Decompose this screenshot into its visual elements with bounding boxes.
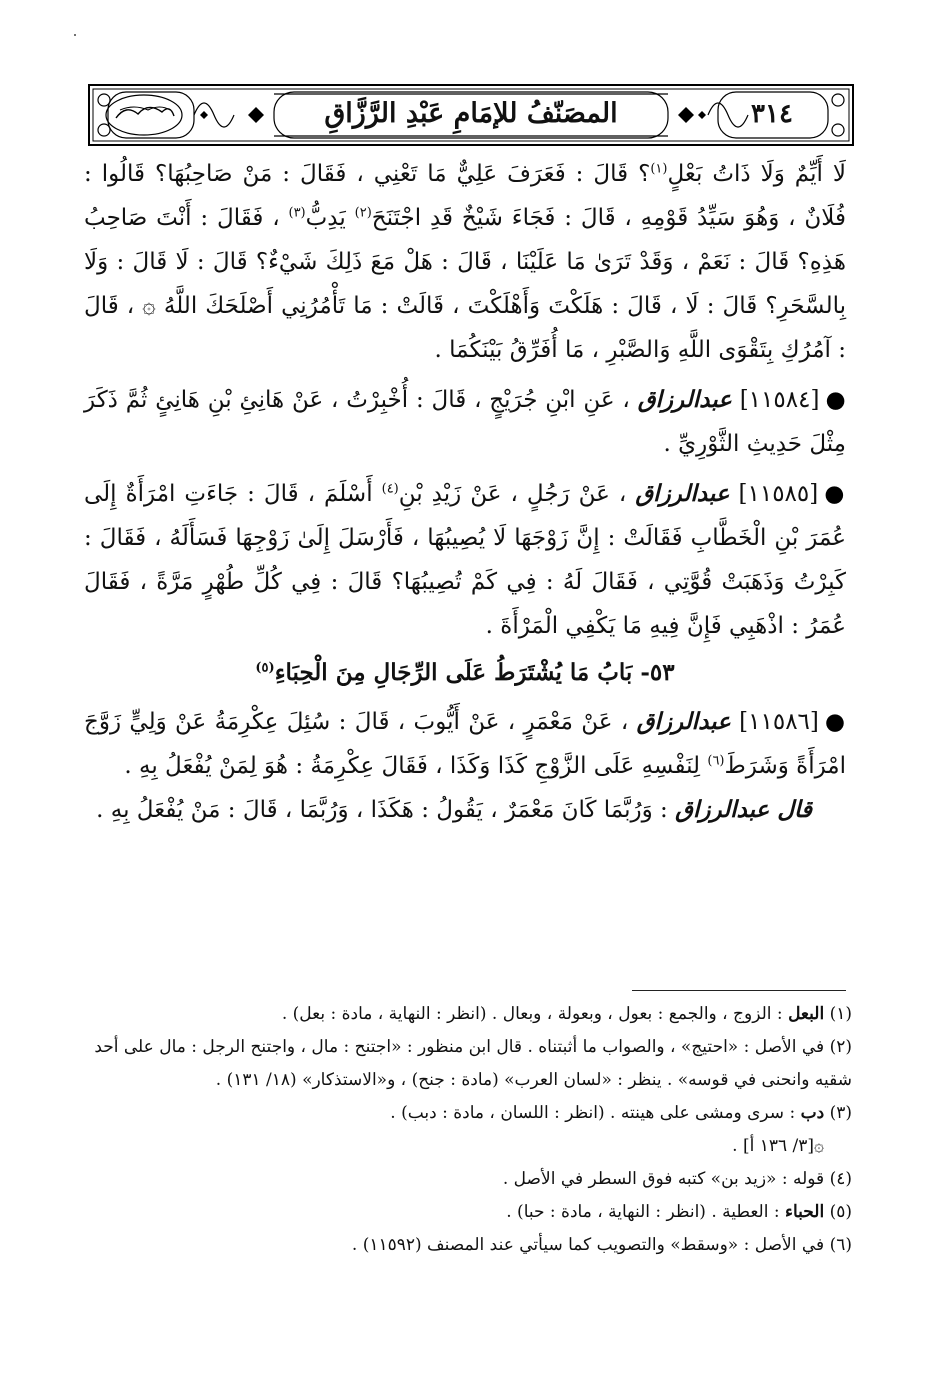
hadith-11584 (84, 378, 846, 466)
footnote-number: (٥) (829, 1202, 852, 1222)
text-run: يَدِبُّ (305, 205, 346, 231)
page-number: ٣١٤ (751, 99, 793, 129)
footnote-ref-4[interactable]: (٤) (381, 481, 399, 497)
footnote-divider (632, 990, 846, 991)
footnote-text: ۞[٣/ ١٣٦ أ] . (732, 1136, 824, 1156)
seal-logo-icon (102, 90, 186, 140)
footnote-text: : الزوج ، والجمع : بعول ، وبعولة ، وبعال . (انظر : النهاية ، مادة : بعل) . (281, 1004, 783, 1024)
footnote-text: قوله : «زيد بن» كتبه فوق السطر في الأصل . (502, 1169, 825, 1189)
footnote-ref-5[interactable]: (٥) (255, 660, 275, 676)
hadith-number: [١١٥٨٤] (739, 387, 820, 413)
footnotes (84, 998, 852, 1262)
editor-comment (84, 788, 846, 832)
footnote-ref-3[interactable]: (٣) (288, 205, 306, 221)
footnote-number: (٣) (829, 1103, 852, 1123)
footnote-text: في الأصل : «وسقط» والتصويب كما سيأتي عند المصنف (١١٥٩٢) . (351, 1235, 825, 1255)
scan-speck (74, 34, 76, 36)
text-run: ؟ قَالَ : فَعَرَفَ عَلِيٌّ مَا تَعْنِي ، فَقَالَ : مَنْ صَاحِبُهَا؟ قَالُوا : فُلَانٌ ، وَهُوَ سَيِّدُ قَوْمِهِ ، قَالَ : فَجَاءَ شَيْخٌ قَدِ اجْتَنَحَ (84, 161, 847, 231)
footnote-text: : سرى ومشى على هينته . (انظر : اللسان ، مادة : دبب) . (390, 1103, 796, 1123)
narrator-name: عبدالرزاق (635, 480, 730, 507)
hadith-text: لِنَفْسِهِ عَلَى الزَّوْجِ كَذَا وَكَذَا ، فَقَالَ عِكْرِمَةُ : هُوَ لِمَنْ يُفْعَلُ بِهِ . (124, 753, 701, 779)
footnote-text: في الأصل : «احتيج» ، والصواب ما أثبتناه . قال ابن منظور : «اجتنح : مال ، واجتنح الرجل : مال على أحد شقيه وانحنى في قوسه» . ينظر : «لسان العرب» (مادة : جنح) ، و«الاستذكار» (١٨/ ١٣١) . (94, 1037, 852, 1090)
bullet-icon: ● (824, 709, 847, 735)
comment-text: : وَرُبَّمَا كَانَ مَعْمَرٌ ، يَقُولُ : هَكَذَا ، وَرُبَّمَا ، قَالَ : مَنْ يُفْعَلُ بِهِ . (96, 797, 668, 823)
hadith-number: [١١٥٨٥] (738, 481, 819, 507)
folio-marker-note (84, 1130, 852, 1163)
hadith-11586 (84, 700, 846, 788)
footnote-1 (84, 998, 852, 1031)
page-header (88, 84, 854, 146)
footnote-term: دب (800, 1103, 825, 1123)
footnote-term: البعل (788, 1004, 825, 1024)
footnote-ref-1[interactable]: (١) (650, 161, 668, 177)
footnote-2 (84, 1031, 852, 1097)
hadith-number: [١١٥٨٦] (739, 709, 819, 735)
bullet-icon: ● (825, 387, 847, 413)
footnote-4 (84, 1163, 852, 1196)
footnote-number: (٦) (829, 1235, 852, 1255)
footnote-term: الحباء (784, 1202, 825, 1222)
hadith-text: ، عَنْ مَعْمَرٍ ، عَنْ أَيُّوبَ ، قَالَ : سُئِلَ عِكْرِمَةُ عَنْ وَلِيٍّ زَوَّجَ امْرَأَةً وَشَرَطَ (84, 709, 846, 779)
footnote-text: : العطية . (انظر : النهاية ، مادة : حبا) . (506, 1202, 780, 1222)
text-run: لَا أَيِّمٌ وَلَا ذَاتُ بَعْلٍ (667, 161, 846, 187)
footnote-ref-2[interactable]: (٢) (354, 205, 372, 221)
hadith-text: ، عَنِ ابْنِ جُرَيْجٍ ، قَالَ : أُخْبِرْتُ ، عَنْ هَانِئِ بْنِ هَانِئٍ ثُمَّ ذَكَرَ مِثْلَ حَدِيثِ الثَّوْرِيِّ . (84, 387, 846, 457)
hadith-text: أَسْلَمَ ، قَالَ : جَاءَتِ امْرَأَةٌ إِلَى عُمَرَ بْنِ الْخَطَّابِ فَقَالَتْ : إِنَّ زَوْجَهَا لَا يُصِيبُهَا ، فَأَرْسَلَ إِلَىٰ زَوْجِهَا فَسَأَلَهُ ، فَقَالَ : كَبِرْتُ وَذَهَبَتْ قُوَّتِي ، فَقَالَ لَهُ : فِي كَمْ تُصِيبُهَا؟ قَالَ : فِي كُلِّ طُهْرٍ مَرَّةً ، فَقَالَ عُمَرُ : اذْهَبِي فَإِنَّ فِيهِ مَا يَكْفِي الْمَرْأَةَ . (84, 481, 846, 639)
main-text (84, 152, 846, 832)
paragraph-continuation (84, 152, 846, 372)
footnote-number: (١) (829, 1004, 852, 1024)
footnote-6 (84, 1229, 852, 1262)
running-title: المصَنّفُ للإمَامِ عَبْدِ الرَّزَّاقِ (324, 98, 618, 129)
footnote-ref-6[interactable]: (٦) (707, 753, 725, 769)
bullet-icon: ● (824, 481, 847, 507)
text-run: ، فَقَالَ : أَنْتَ صَاحِبُ هَذِهِ؟ قَالَ : نَعَمْ ، وَقَدْ تَرَىٰ مَا عَلَيْنَا ، قَالَ : هَلْ مَعَ ذَلِكَ شَيْءٌ؟ قَالَ : لَا قَالَ : وَلَا بِالسَّحَرِ؟ قَالَ : لَا ، قَالَ : هَلَكْتَ وَأَهْلَكْتَ ، قَالَتْ : مَا تَأْمُرُنِي أَصْلَحَكَ اللَّهُ ۞ ، قَالَ : آمُرُكِ بِتَقْوَى اللَّهِ وَالصَّبْرِ ، مَا أُفَرِّقُ بَيْنَكُمَا . (84, 205, 846, 363)
footnote-number: (٤) (829, 1169, 852, 1189)
footnote-number: (٢) (829, 1037, 852, 1057)
narrator-name: عبدالرزاق (637, 386, 732, 413)
chapter-heading (84, 650, 846, 696)
hadith-11585 (84, 472, 846, 648)
narrator-name: عبدالرزاق (636, 708, 731, 735)
chapter-title: ٥٣- بَابُ مَا يُشْتَرَطُ عَلَى الرِّجَالِ مِنَ الْحِبَاءِ (274, 659, 675, 686)
footnote-5 (84, 1196, 852, 1229)
hadith-text: ، عَنْ رَجُلٍ ، عَنْ زَيْدِ بْنِ (398, 481, 627, 507)
footnote-3 (84, 1097, 852, 1130)
narrator-name: قال عبدالرزاق (675, 796, 812, 823)
